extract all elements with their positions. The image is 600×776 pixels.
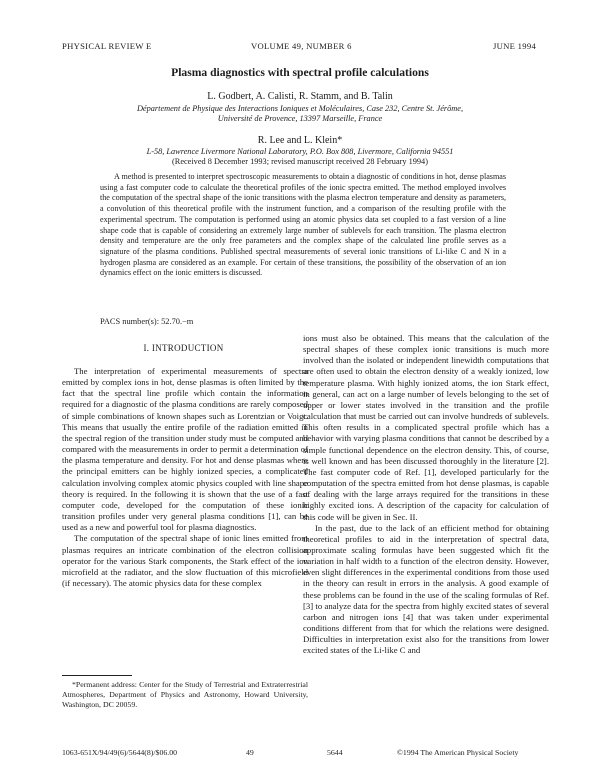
authors-group-2: R. Lee and L. Klein* xyxy=(257,135,343,146)
left-paragraph-2: The computation of the spectral shape of ionic lines emitted from plasmas requires an intricate combination of the electron collision operator for the various Stark components, the Stark effect of the ion microfield at the radiator, and the slow fluctuation of this microfield (if necessary). The atomic physics data for these complex xyxy=(62,533,308,588)
volume-num: 49 xyxy=(246,748,254,757)
left-paragraph-1: The interpretation of experimental measurements of spectra emitted by complex ions in hot, dense plasmas is often limited by the fact that the spectral line profile which contain the information required for a diagnostic of the plasma conditions are rarely composed of simple combinations of known shapes such as Lorentzian or Voigt. This means that usually the entire profile of the radiation emitted in the spectral region of the transition under study must be computed and compared with the measurements in order to permit a determination of the plasma temperature and density. For hot and dense plasmas where the principal emitters can be highly ionized species, a complicated calculation involving complex atomic physics coupled with line shape theory is required. In the following it is shown that the use of a fast computer code, developed for the computation of these ionic transition profiles under very general plasma conditions [1], can be used as a new and powerful tool for plasma diagnostics. xyxy=(62,366,308,533)
affiliation-1-line-1: Département de Physique des Interactions Ioniques et Moléculaires, Case 232, Centre St. Jérôme, xyxy=(136,104,464,113)
journal-name: PHYSICAL REVIEW E xyxy=(62,41,152,51)
footnote-rule xyxy=(62,675,132,676)
right-paragraph-1: ions must also be obtained. This means that the calculation of the spectral shapes of these complex ionic transitions is much more involved than the isolated or independent linewidth computations that are often used to obtain the electron density of a weakly ionized, low temperature plasma. With highly ionized atoms, the ion Stark effect, in general, can act on a large number of levels belonging to the set of upper or lower states involved in the transition and the profile calculation that must be carried out can involve hundreds of sublevels. This often results in a complicated spectral profile which has a behavior with varying plasma conditions that cannot be described by a simple functional dependence on the electron density. This, of course, is well known and has been discussed thoroughly in the literature [2]. The fast computer code of Ref. [1], developed particularly for the computation of the spectra emitted from hot dense plasmas, is capable of dealing with the large arrays required for the transitions in these highly excited ions. A description of the capacity for calculation of this code will be given in Sec. II. xyxy=(303,333,549,522)
issn-code: 1063-651X/94/49(6)/5644(8)/$06.00 xyxy=(62,748,177,757)
affiliation-2: L-58, Lawrence Livermore National Laboratory, P.O. Box 808, Livermore, California 94551 xyxy=(146,147,454,156)
right-paragraph-2: In the past, due to the lack of an efficient method for obtaining theoretical profiles to aid in the interpretation of spectral data, approximate scaling formulas have been suggested which fit the variation in half width to a function of the electron density. However, even slight differences in the experimental conditions from those used in the theory can result in errors in the analysis. A good example of these problems can be found in the use of the scaling formulas of Ref. [3] to analyze data for the spectra from highly excited states of several carbon and nitrogen ions [4] that was taken under experimental conditions different from that for which the relations were designed. Difficulties in interpretation exist also for the transitions from lower excited states of the Li-like C and xyxy=(303,522,549,656)
pacs-numbers: PACS number(s): 52.70.−m xyxy=(100,317,194,326)
left-column xyxy=(62,366,308,589)
section-heading: I. INTRODUCTION xyxy=(143,343,224,353)
affiliation-1-line-2: Université de Provence, 13397 Marseille, France xyxy=(217,114,383,123)
issue-date: JUNE 1994 xyxy=(493,41,537,51)
authors-group-1: L. Godbert, A. Calisti, R. Stamm, and B. Talin xyxy=(207,91,393,102)
page-number: 5644 xyxy=(327,748,343,757)
paper-title: Plasma diagnostics with spectral profile calculations xyxy=(171,66,429,79)
right-column xyxy=(303,333,549,657)
copyright: ©1994 The American Physical Society xyxy=(397,748,519,757)
abstract: A method is presented to interpret spectroscopic measurements to obtain a diagnostic of conditions in hot, dense plasmas using a fast computer code to calculate the theoretical profiles of the ionic spectra emitted. The method employed involves the computation of the spectral shape of the ionic transitions with the plasma electron temperature and density as parameters, a convolution of this theoretical profile with the instrument function, and a comparison of the resulting profile with the experimental spectrum. The computation is performed using an atomic physics data set coupled to a fast version of a line shape code that is capable of considering an extremely large number of sublevels for each transition. The plasma electron density and temperature are the only free parameters and the complex shape of the calculated line profile serves as a signature of the plasma conditions. Published spectral measurements of several ionic transitions of Li-like C and N in a hydrogen plasma are considered as an example. For certain of these transitions, the possibility of the observation of an ion dynamics effect on the ionic emitters is discussed. xyxy=(100,172,506,278)
footnote: *Permanent address: Center for the Study of Terrestrial and Extraterrestrial Atmospheres, Department of Physics and Astronomy, Howard University, Washington, DC 20059. xyxy=(62,680,308,709)
volume-number: VOLUME 49, NUMBER 6 xyxy=(251,41,352,51)
received-dates: (Received 8 December 1993; revised manuscript received 28 February 1994) xyxy=(172,157,428,166)
